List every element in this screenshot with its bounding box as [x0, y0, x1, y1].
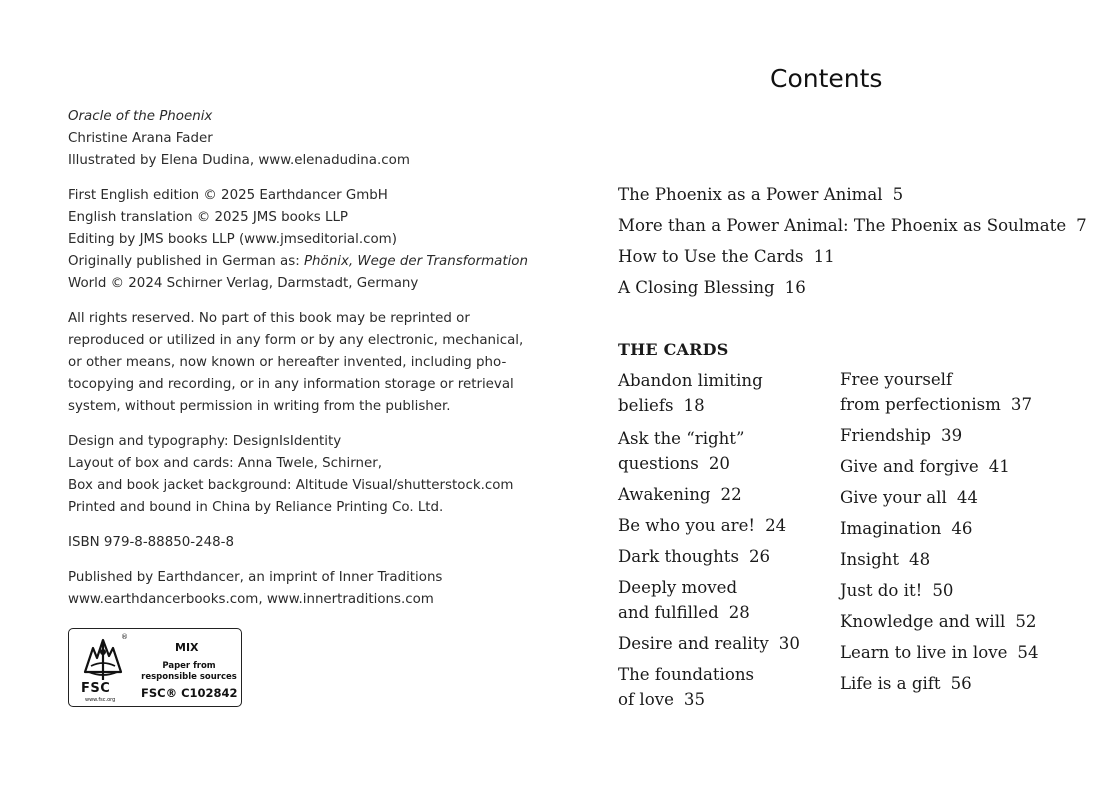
card-title-line-with-page — [618, 393, 763, 418]
page-title: Contents — [770, 64, 883, 93]
toc-entry-page: 16 — [784, 278, 806, 297]
card-title-line: Life is a gift — [840, 674, 941, 693]
card-page: 26 — [749, 547, 771, 566]
toc-entry — [618, 247, 835, 266]
fsc-logo-text: FSC — [81, 681, 111, 696]
card-title-line: Just do it! — [840, 581, 923, 600]
toc-entry-title: The Phoenix as a Power Animal — [618, 185, 883, 204]
card-entry — [618, 426, 744, 476]
toc-entry-title: How to Use the Cards — [618, 247, 804, 266]
original-title-prefix: Originally published in German as: — [68, 254, 304, 269]
publisher-line: Published by Earthdancer, an imprint of Inner Traditions — [68, 570, 443, 585]
card-entry — [840, 640, 1039, 665]
card-entry — [840, 516, 972, 541]
rights-line: or other means, now known or hereafter invented, including pho- — [68, 355, 507, 370]
copyright-line: World © 2024 Schirner Verlag, Darmstadt, Germany — [68, 276, 419, 291]
card-page: 44 — [956, 488, 978, 507]
card-page: 37 — [1010, 395, 1033, 414]
card-entry — [618, 513, 786, 538]
card-page: 18 — [683, 396, 705, 415]
original-title-line — [68, 251, 528, 273]
card-title-line: and fulfilled — [618, 603, 719, 622]
card-title-line: questions — [618, 454, 699, 473]
card-page: 28 — [728, 603, 750, 622]
fsc-url: www.fsc.org — [85, 697, 116, 703]
card-entry — [840, 578, 953, 603]
toc-entry-page: 5 — [892, 185, 904, 204]
design-credits — [68, 431, 514, 519]
card-page: 30 — [778, 634, 800, 653]
card-entry — [840, 367, 1032, 417]
card-title-line: from perfectionism — [840, 395, 1001, 414]
edition-info — [68, 185, 528, 295]
card-entry — [840, 609, 1036, 634]
card-entry — [618, 482, 742, 507]
card-title-line: Awakening — [618, 485, 711, 504]
fsc-paper-line: responsible sources — [141, 671, 237, 682]
card-entry — [840, 547, 930, 572]
card-title-line-with-page — [618, 451, 744, 476]
fsc-mix: MIX — [175, 641, 199, 654]
card-entry — [618, 575, 750, 625]
book-title: Oracle of the Phoenix — [68, 109, 213, 124]
fsc-paper-line: Paper from — [162, 661, 216, 671]
card-entry — [840, 671, 972, 696]
background-line: Box and book jacket background: Altitude Visual/shutterstock.com — [68, 478, 514, 493]
card-title-line: Free yourself — [840, 370, 953, 389]
card-entry — [618, 368, 763, 418]
rights-line: system, without permission in writing from the publisher. — [68, 399, 451, 414]
card-title-line: of love — [618, 690, 674, 709]
rights-notice — [68, 308, 524, 418]
card-title-line: Ask the “right” — [618, 429, 745, 448]
toc-entry — [618, 185, 903, 204]
card-title-line: Dark thoughts — [618, 547, 739, 566]
card-title-line: beliefs — [618, 396, 674, 415]
toc-entry-page: 7 — [1076, 216, 1087, 235]
book-credits — [68, 106, 508, 172]
translation-line: English translation © 2025 JMS books LLP — [68, 210, 348, 225]
card-page: 35 — [683, 690, 706, 709]
card-title-line: Be who you are! — [618, 516, 756, 535]
rights-line: tocopying and recording, or in any information storage or retrieval — [68, 377, 514, 392]
card-title-line: Insight — [840, 550, 900, 569]
fsc-tree-icon — [77, 634, 129, 682]
card-title-line-with-page — [840, 392, 1032, 417]
fsc-code: FSC® C102842 — [141, 686, 238, 700]
card-title-line-with-page — [618, 687, 754, 712]
card-title-line: Knowledge and will — [840, 612, 1006, 631]
card-title-line: Learn to live in love — [840, 643, 1008, 662]
original-title: Phönix, Wege der Transformation — [303, 254, 528, 269]
card-page: 54 — [1017, 643, 1039, 662]
toc-entry-title: A Closing Blessing — [618, 278, 775, 297]
card-entry — [840, 423, 962, 448]
publisher-urls: www.earthdancerbooks.com, www.innertraditions.com — [68, 592, 434, 607]
card-title-line: Give your all — [840, 488, 947, 507]
card-entry — [840, 454, 1010, 479]
illustrator: Illustrated by Elena Dudina, www.elenadudina.com — [68, 153, 410, 168]
design-line: Design and typography: DesignIsIdentity — [68, 434, 342, 449]
publisher-info — [68, 567, 508, 611]
edition-line: First English edition © 2025 Earthdancer GmbH — [68, 188, 388, 203]
editing-line: Editing by JMS books LLP (www.jmseditorial.com) — [68, 232, 397, 247]
card-entry — [618, 662, 754, 712]
cards-heading: THE CARDS — [618, 340, 729, 359]
card-page: 41 — [988, 457, 1010, 476]
card-title-line: Deeply moved — [618, 578, 738, 597]
fsc-label — [68, 628, 242, 707]
rights-line: All rights reserved. No part of this book may be reprinted or — [68, 311, 470, 326]
card-title-line: Imagination — [840, 519, 942, 538]
toc-entry-title: More than a Power Animal: The Phoenix as Soulmate — [618, 216, 1067, 235]
card-entry — [618, 544, 770, 569]
toc-entry — [618, 278, 806, 297]
card-page: 50 — [932, 581, 954, 600]
card-title-line-with-page — [618, 600, 750, 625]
card-page: 52 — [1015, 612, 1037, 631]
card-title-line: Give and forgive — [840, 457, 979, 476]
card-page: 39 — [941, 426, 963, 445]
rights-line: reproduced or utilized in any form or by any electronic, mechanical, — [68, 333, 524, 348]
fsc-logo — [77, 634, 127, 704]
card-page: 24 — [765, 516, 787, 535]
card-page: 46 — [951, 519, 973, 538]
card-title-line: Desire and reality — [618, 634, 769, 653]
fsc-paper-text — [139, 661, 239, 682]
card-page: 56 — [950, 674, 972, 693]
toc-entry-page: 11 — [813, 247, 835, 266]
card-entry — [840, 485, 978, 510]
card-entry — [618, 631, 800, 656]
printer-line: Printed and bound in China by Reliance Printing Co. Ltd. — [68, 500, 444, 515]
card-page: 48 — [909, 550, 931, 569]
isbn — [68, 532, 508, 554]
layout-line: Layout of box and cards: Anna Twele, Schirner, — [68, 456, 382, 471]
imprint-page — [68, 106, 528, 624]
author: Christine Arana Fader — [68, 131, 213, 146]
card-title-line: The foundations — [618, 665, 755, 684]
card-page: 22 — [720, 485, 742, 504]
isbn-line: ISBN 979-8-88850-248-8 — [68, 535, 234, 550]
card-page: 20 — [708, 454, 730, 473]
toc-entry — [618, 216, 1087, 235]
fsc-registered-mark: ® — [121, 633, 128, 641]
card-title-line: Abandon limiting — [618, 371, 763, 390]
card-title-line: Friendship — [840, 426, 932, 445]
